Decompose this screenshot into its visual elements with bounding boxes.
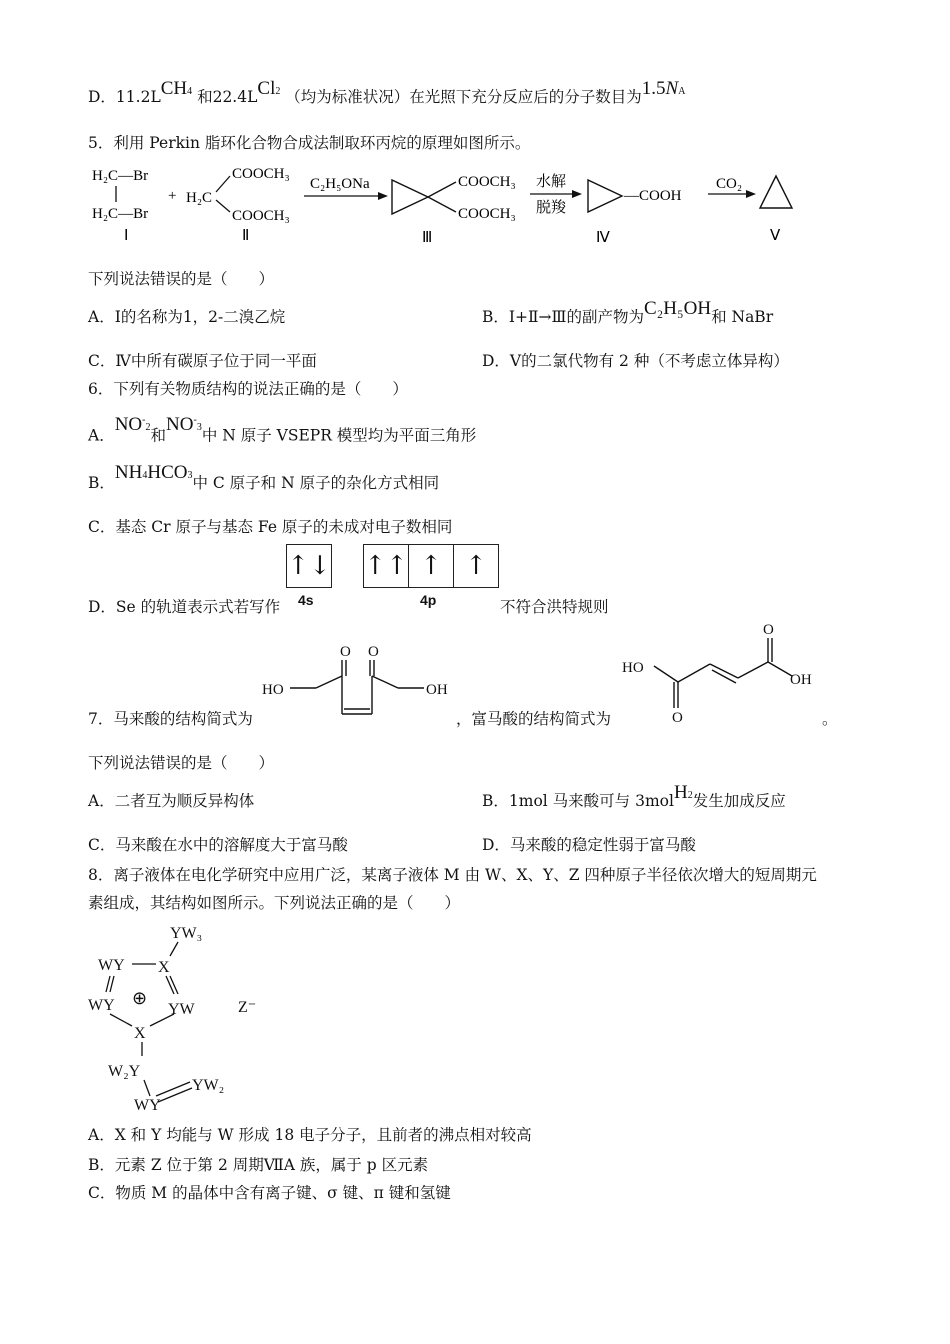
r1-label: Ⅰ <box>124 228 129 244</box>
svg-text:HO: HO <box>622 660 644 676</box>
svg-text:YW: YW <box>168 1001 195 1018</box>
svg-text:HO: HO <box>262 682 284 698</box>
arrow2-top: 水解 <box>536 174 567 190</box>
q6-option-a: A．NO-2和NO-3中 N 原子 VSEPR 模型均为平面三角形 <box>88 414 477 445</box>
q8-stem-line2: 素组成，其结构如图所示。下列说法正确的是（ ） <box>88 894 461 912</box>
svg-text:O: O <box>368 644 379 660</box>
orbital-box-4s: ↑↓ <box>286 544 332 588</box>
q5-option-c: C．Ⅳ中所有碳原子位于同一平面 <box>88 352 317 370</box>
arrow2-bot: 脱羧 <box>536 200 567 216</box>
q8-option-b: B．元素 Z 位于第 2 周期ⅦA 族，属于 p 区元素 <box>88 1156 429 1174</box>
q6-stem: 6．下列有关物质结构的说法正确的是（ ） <box>88 380 408 398</box>
orbital-diagram <box>286 544 501 614</box>
q7-option-b: B．1mol 马来酸可与 3molH2发生加成反应 <box>482 782 786 810</box>
q7-stem-pre: 7．马来酸的结构简式为 <box>88 710 253 728</box>
r1-line2: H₂C—Br <box>92 206 149 222</box>
no2-formula: NO-2 <box>114 414 151 436</box>
h2-formula: H2 <box>673 782 693 803</box>
p3-bot: COOCH₃ <box>458 206 516 222</box>
q5-option-d: D．Ⅴ的二氯代物有 2 种（不考虑立体异构） <box>482 352 789 370</box>
q7-stem-end: 。 <box>822 710 838 728</box>
orbital-box-4p-2: ↑ <box>408 544 454 588</box>
p3-label: Ⅲ <box>422 230 433 246</box>
fumaric-acid-structure <box>620 618 830 730</box>
svg-text:WY: WY <box>98 957 125 974</box>
q7-option-c: C．马来酸在水中的溶解度大于富马酸 <box>88 836 348 854</box>
svg-text:OH: OH <box>426 682 448 698</box>
q7-option-a: A．二者互为顺反异构体 <box>88 792 255 810</box>
svg-text:X: X <box>158 959 170 976</box>
svg-text:WY: WY <box>134 1097 161 1114</box>
orbital-box-4p-1: ↑↑ <box>363 544 409 588</box>
q6-option-d-post: 不符合洪特规则 <box>500 598 609 616</box>
q7-ask: 下列说法错误的是（ ） <box>88 754 275 772</box>
q4-d-prefix: D．11.2L <box>88 88 161 106</box>
p4-ring <box>588 180 622 212</box>
p5-label: Ⅴ <box>770 228 781 244</box>
p3-top: COOCH₃ <box>458 174 516 190</box>
svg-text:YW₃: YW₃ <box>170 925 203 942</box>
label-4s: 4s <box>298 592 314 608</box>
p4-group: —COOH <box>624 188 682 204</box>
q5-stem: 5．利用 Perkin 脂环化合物合成法制取环丙烷的原理如图所示。 <box>88 134 531 152</box>
arrow3-reagent: CO₂ <box>716 176 743 192</box>
r2-bot: COOCH₃ <box>232 208 290 224</box>
p3-ring <box>392 180 428 214</box>
r2-top: COOCH₃ <box>232 166 290 182</box>
q5-ask: 下列说法错误的是（ ） <box>88 270 275 288</box>
svg-text:OH: OH <box>790 672 812 688</box>
no3-formula: NO-3 <box>166 414 202 436</box>
label-4p: 4p <box>420 592 437 608</box>
q6-option-c: C．基态 Cr 原子与基态 Fe 原子的未成对电子数相同 <box>88 518 453 536</box>
svg-text:Z⁻: Z⁻ <box>238 999 257 1016</box>
q5-option-b: B．Ⅰ+Ⅱ→Ⅲ的副产物为C₂H₅OH和 NaBr <box>482 298 774 326</box>
svg-text:W₂Y: W₂Y <box>108 1063 141 1080</box>
ch4-formula: CH4 <box>160 78 193 99</box>
q4-d-and: 和22.4L <box>197 88 258 106</box>
p5-ring <box>760 176 792 208</box>
c2h5oh-formula: C₂H₅OH <box>643 298 712 319</box>
perkin-scheme <box>88 160 808 250</box>
q6-option-d-pre: D．Se 的轨道表示式若写作 <box>88 598 281 616</box>
svg-text:O: O <box>672 710 683 726</box>
q8-option-c: C．物质 M 的晶体中含有离子键、σ 键、π 键和氢键 <box>88 1184 451 1202</box>
r2-h2c: H₂C <box>186 190 213 206</box>
orbital-box-4p-3: ↑ <box>453 544 499 588</box>
cl2-formula: Cl2 <box>257 78 281 99</box>
svg-text:⊕: ⊕ <box>132 988 148 1008</box>
r2-label: Ⅱ <box>242 228 250 244</box>
svg-text:O: O <box>340 644 351 660</box>
q8-option-a: A．X 和 Y 均能与 W 形成 18 电子分子，且前者的沸点相对较高 <box>88 1126 532 1144</box>
ionic-liquid-structure <box>88 920 288 1120</box>
maleic-acid-structure <box>256 636 466 722</box>
svg-text:X: X <box>134 1025 146 1042</box>
q7-option-d: D．马来酸的稳定性弱于富马酸 <box>482 836 696 854</box>
arrow1-reagent: C₂H₅ONa <box>310 176 370 192</box>
q6-option-b: B．NH4HCO3中 C 原子和 N 原子的杂化方式相同 <box>88 462 440 492</box>
q4-option-d <box>88 78 686 111</box>
nh4hco3-formula: NH4HCO3 <box>114 462 193 483</box>
q8-stem-line1: 8．离子液体在电化学研究中应用广泛，某离子液体 M 由 W、X、Y、Z 四种原子半径依次增大的短周期元 <box>88 866 817 884</box>
svg-text:O: O <box>763 622 774 638</box>
svg-text:YW₂: YW₂ <box>192 1077 225 1094</box>
na-count: 1.5NA <box>641 78 686 99</box>
q7-stem-mid: ，富马酸的结构简式为 <box>456 710 612 728</box>
r1-line1: H₂C—Br <box>92 168 149 184</box>
q5-option-a: A．Ⅰ的名称为1，2-二溴乙烷 <box>88 308 286 326</box>
svg-text:WY: WY <box>88 997 115 1014</box>
p4-label: Ⅳ <box>596 230 610 246</box>
plus-sign: + <box>168 188 177 204</box>
q4-d-middle: （均为标准状况）在光照下充分反应后的分子数目为 <box>285 88 642 106</box>
